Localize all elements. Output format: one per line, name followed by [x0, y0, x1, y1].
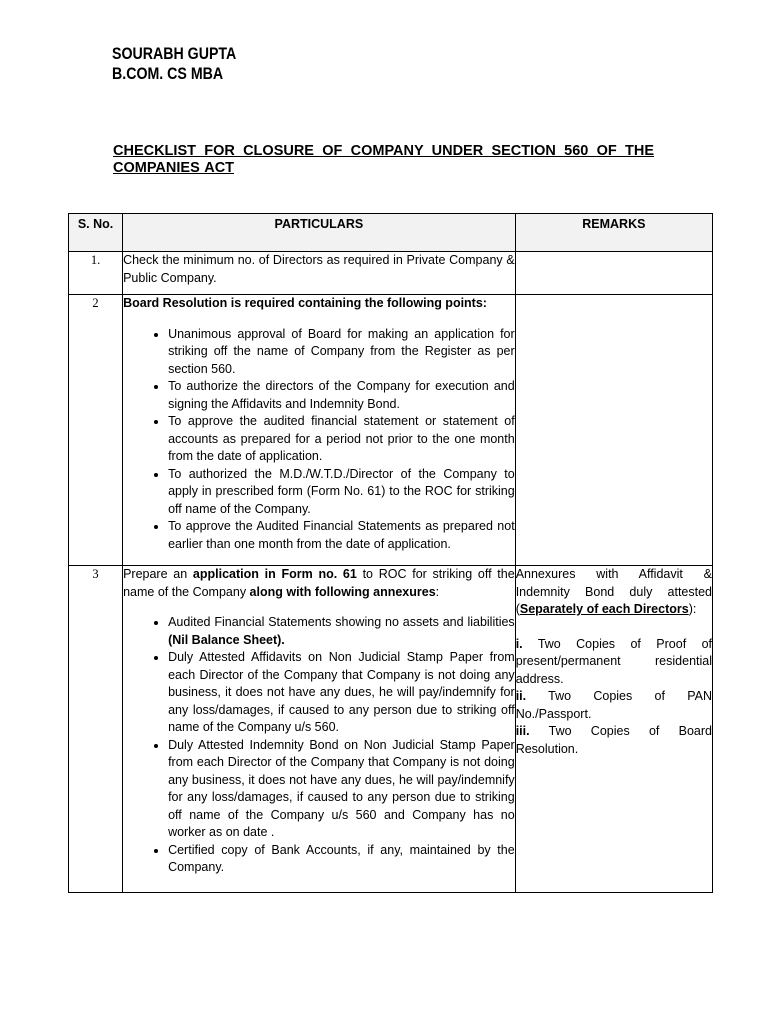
list-item: • To authorized the M.D./W.T.D./Director of the Company to apply in prescribed form (Form No. 61) to the ROC for striking off name of the Company.	[168, 466, 515, 519]
row-remarks	[515, 295, 712, 566]
list-item: • Audited Financial Statements showing no assets and liabilities (Nil Balance Sheet).	[168, 614, 515, 649]
list-item: • To approve the Audited Financial Statements as prepared not earlier than one month from the date of application.	[168, 518, 515, 553]
list-item: • Duly Attested Affidavits on Non Judicial Stamp Paper from each Director of the Company that Company is not doing any business, it does not have any dues, he will pay/indemnify for any loss/damages, if caused to any person due to striking off name of the Company u/s 560.	[168, 649, 515, 737]
header-remarks: REMARKS	[515, 214, 712, 252]
bullet-list	[123, 326, 515, 554]
particulars-text: Check the minimum no. of Directors as required in Private Company & Public Company.	[123, 253, 515, 285]
row-remarks	[515, 252, 712, 295]
author-block	[112, 44, 236, 84]
document-title: CHECKLIST FOR CLOSURE OF COMPANY UNDER SECTION 560 OF THE COMPANIES ACT	[113, 143, 654, 176]
list-item: • Certified copy of Bank Accounts, if any, maintained by the Company.	[168, 842, 515, 877]
bullet-list	[123, 614, 515, 877]
table-row	[69, 252, 713, 295]
remarks-item: i. Two Copies of Proof of present/permanent residential address.	[515, 636, 712, 686]
row-sno: 3	[69, 566, 123, 893]
header-particulars: PARTICULARS	[123, 214, 516, 252]
list-item: • Unanimous approval of Board for making an application for striking off the name of Company from the Register as per section 560.	[168, 326, 515, 379]
author-qualifications: B.COM. CS MBA	[112, 65, 224, 83]
row-sno: 1.	[69, 252, 123, 295]
row-particulars	[123, 566, 516, 893]
header-sno: S. No.	[69, 214, 123, 252]
row-particulars	[123, 252, 516, 295]
remarks-item: ii. Two Copies of PAN No./Passport.	[515, 689, 712, 721]
particulars-heading: Board Resolution is required containing the following points:	[123, 296, 487, 310]
checklist-table	[68, 213, 713, 893]
row-particulars	[123, 295, 516, 566]
remarks-item: iii. Two Copies of Board Resolution.	[515, 724, 712, 756]
particulars-intro: Prepare an application in Form no. 61 to ROC for striking off the name of the Company along with following annexures:	[123, 567, 515, 599]
table-row	[69, 295, 713, 566]
author-name: SOURABH GUPTA	[112, 45, 237, 63]
list-item: • To authorize the directors of the Company for execution and signing the Affidavits and Indemnity Bond.	[168, 378, 515, 413]
row-sno: 2	[69, 295, 123, 566]
remarks-intro: Annexures with Affidavit & Indemnity Bond duly attested (Separately of each Directors):	[515, 567, 712, 616]
list-item: • Duly Attested Indemnity Bond on Non Judicial Stamp Paper from each Director of the Company that Company is not doing any business, it does not have any dues, he will pay/indemnify for any loss/damages, if caused to any person due to striking off name of the Company u/s 560 and Company has no worker as on date .	[168, 737, 515, 842]
row-remarks	[515, 566, 712, 893]
table-row	[69, 566, 713, 893]
table-header-row	[69, 214, 713, 252]
list-item: • To approve the audited financial statement or statement of accounts as prepared for a period not prior to the one month from the date of application.	[168, 413, 515, 466]
